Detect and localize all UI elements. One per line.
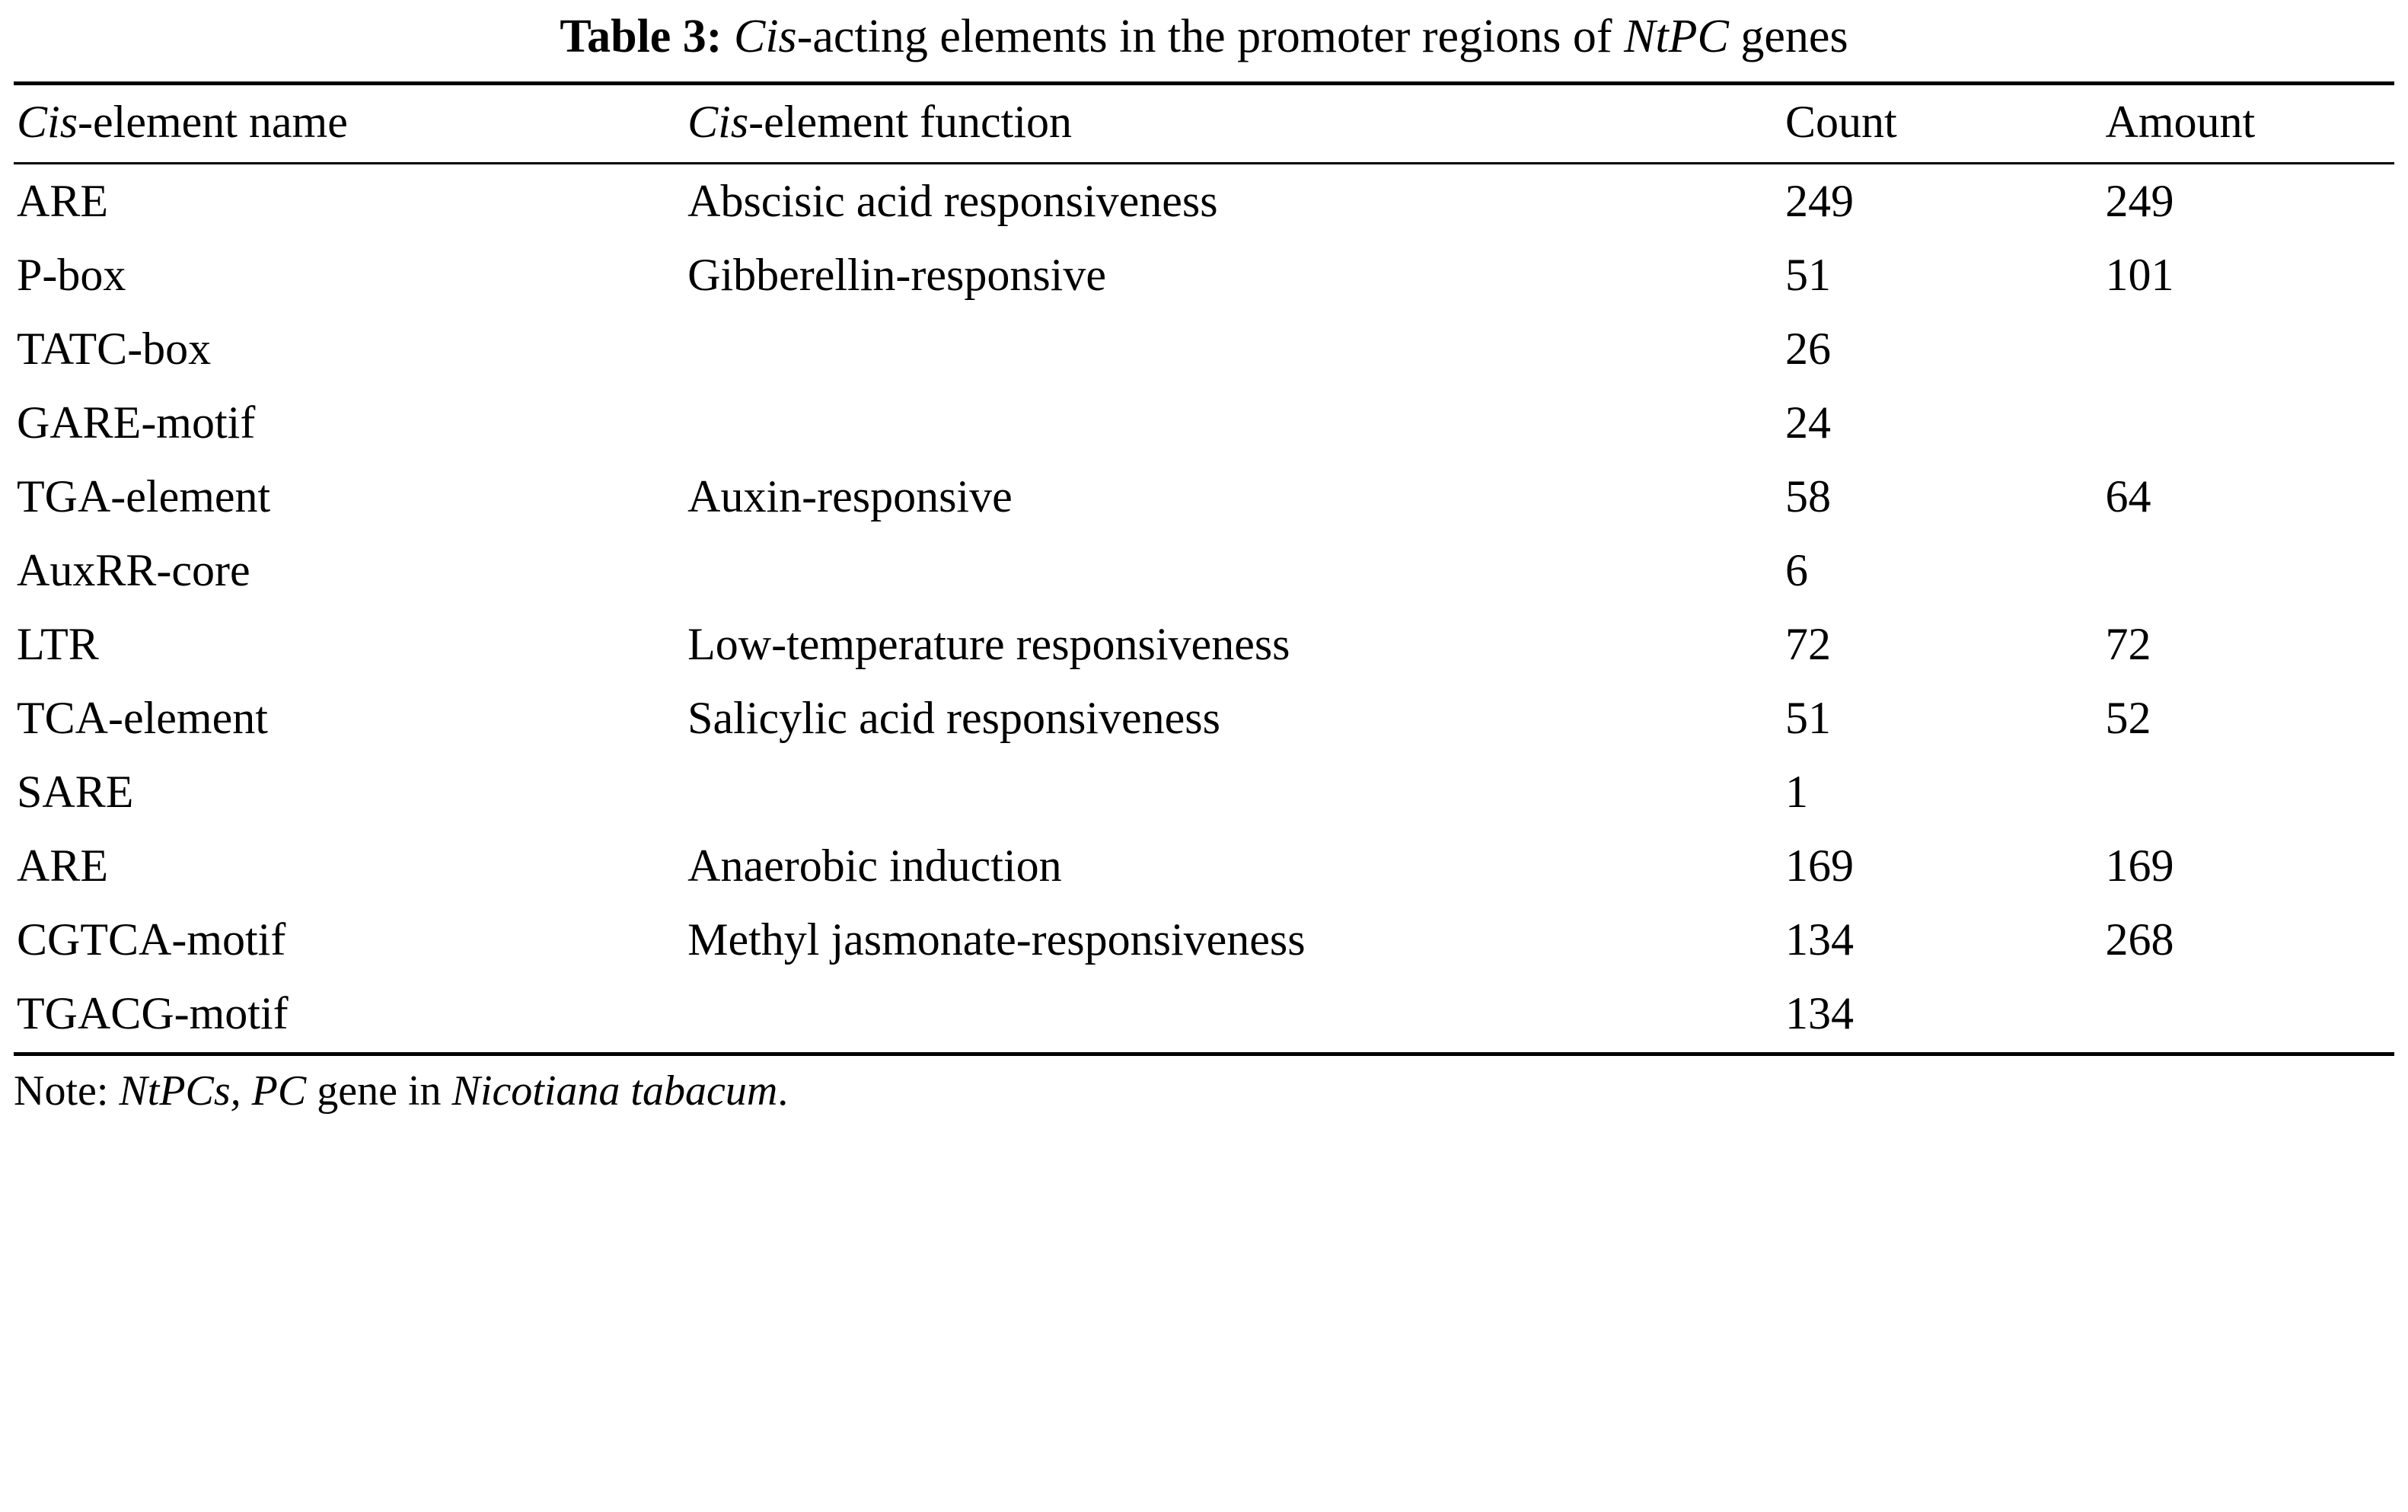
table-header xyxy=(14,84,2394,164)
column-header-function xyxy=(684,84,1782,164)
cell-name: P-box xyxy=(17,250,126,301)
cell-function: Methyl jasmonate-responsiveness xyxy=(687,914,1306,965)
cell-amount xyxy=(2103,534,2395,608)
header-name-rest: -element name xyxy=(78,97,348,148)
caption-label: Table 3: xyxy=(560,11,722,62)
cell-amount: 169 xyxy=(2105,841,2174,892)
table-row xyxy=(14,977,2394,1054)
cell-name: ARE xyxy=(17,176,108,227)
cell-name: LTR xyxy=(17,619,99,670)
column-header-amount: Amount xyxy=(2105,97,2256,148)
cell-count: 134 xyxy=(1784,914,1854,965)
cell-count: 1 xyxy=(1784,767,1808,818)
cell-amount: 72 xyxy=(2105,619,2151,670)
caption-text: -acting elements in the promoter regions of xyxy=(796,11,1625,62)
cell-count: 26 xyxy=(1784,324,1831,375)
cell-function: Abscisic acid responsiveness xyxy=(687,176,1218,227)
cell-count: 6 xyxy=(1784,545,1808,596)
table-row xyxy=(14,386,2394,460)
cell-name: TGACG-motif xyxy=(17,988,289,1039)
cell-amount: 101 xyxy=(2105,250,2174,301)
table-caption xyxy=(14,11,2394,63)
cis-elements-table xyxy=(14,81,2394,1056)
note-mid: gene in xyxy=(306,1067,452,1115)
cell-count: 24 xyxy=(1784,397,1831,448)
table-row xyxy=(14,238,2394,312)
table-row xyxy=(14,460,2394,534)
cell-count: 169 xyxy=(1784,841,1854,892)
cell-amount: 249 xyxy=(2105,176,2174,227)
table-row xyxy=(14,164,2394,239)
table-row xyxy=(14,755,2394,829)
cell-name: TGA-element xyxy=(17,471,271,522)
cell-amount xyxy=(2103,386,2395,460)
cell-name: CGTCA-motif xyxy=(17,914,286,965)
note-prefix: Note: xyxy=(14,1067,120,1115)
caption-cis-italic: Cis xyxy=(733,11,797,62)
header-name-italic: Cis xyxy=(17,97,78,148)
cell-name: TATC-box xyxy=(17,324,212,375)
header-function-italic: Cis xyxy=(687,97,749,148)
note-suffix: . xyxy=(777,1067,789,1115)
cell-name: AuxRR-core xyxy=(17,545,250,596)
column-header-count: Count xyxy=(1784,97,1897,148)
cell-amount xyxy=(2103,755,2395,829)
cell-amount: 268 xyxy=(2105,914,2174,965)
note-italic-species: Nicotiana tabacum xyxy=(451,1067,778,1115)
table-row xyxy=(14,829,2394,903)
cell-amount: 52 xyxy=(2105,693,2151,744)
cell-function: Salicylic acid responsiveness xyxy=(687,693,1220,744)
cell-function: Gibberellin-responsive xyxy=(687,250,1106,301)
table-body xyxy=(14,164,2394,1054)
cell-count: 134 xyxy=(1784,988,1854,1039)
cell-count: 51 xyxy=(1784,693,1831,744)
table-row xyxy=(14,681,2394,755)
cell-name: GARE-motif xyxy=(17,397,256,448)
note-italic-genes: NtPCs, PC xyxy=(119,1067,307,1115)
column-header-name xyxy=(14,84,684,164)
cell-amount xyxy=(2103,977,2395,1054)
cell-name: TCA-element xyxy=(17,693,268,744)
cell-count: 72 xyxy=(1784,619,1831,670)
table-row xyxy=(14,903,2394,977)
cell-count: 51 xyxy=(1784,250,1831,301)
table-note xyxy=(14,1067,2394,1115)
table-row xyxy=(14,534,2394,608)
table-header-row xyxy=(14,84,2394,164)
cell-name: ARE xyxy=(17,841,108,892)
cell-function xyxy=(684,312,1782,386)
cell-function: Anaerobic induction xyxy=(687,841,1062,892)
cell-function xyxy=(684,977,1782,1054)
cell-count: 58 xyxy=(1784,471,1831,522)
cell-amount: 64 xyxy=(2105,471,2151,522)
cell-function xyxy=(684,534,1782,608)
cell-function: Auxin-responsive xyxy=(687,471,1013,522)
caption-text-tail: genes xyxy=(1728,11,1848,62)
caption-gene-italic: NtPC xyxy=(1624,11,1729,62)
cell-function: Low-temperature responsiveness xyxy=(687,619,1290,670)
table-row xyxy=(14,312,2394,386)
cell-function xyxy=(684,386,1782,460)
table-row xyxy=(14,608,2394,681)
cell-amount xyxy=(2103,312,2395,386)
cell-count: 249 xyxy=(1784,176,1854,227)
cell-function xyxy=(684,755,1782,829)
cell-name: SARE xyxy=(17,767,134,818)
header-function-rest: -element function xyxy=(748,97,1073,148)
